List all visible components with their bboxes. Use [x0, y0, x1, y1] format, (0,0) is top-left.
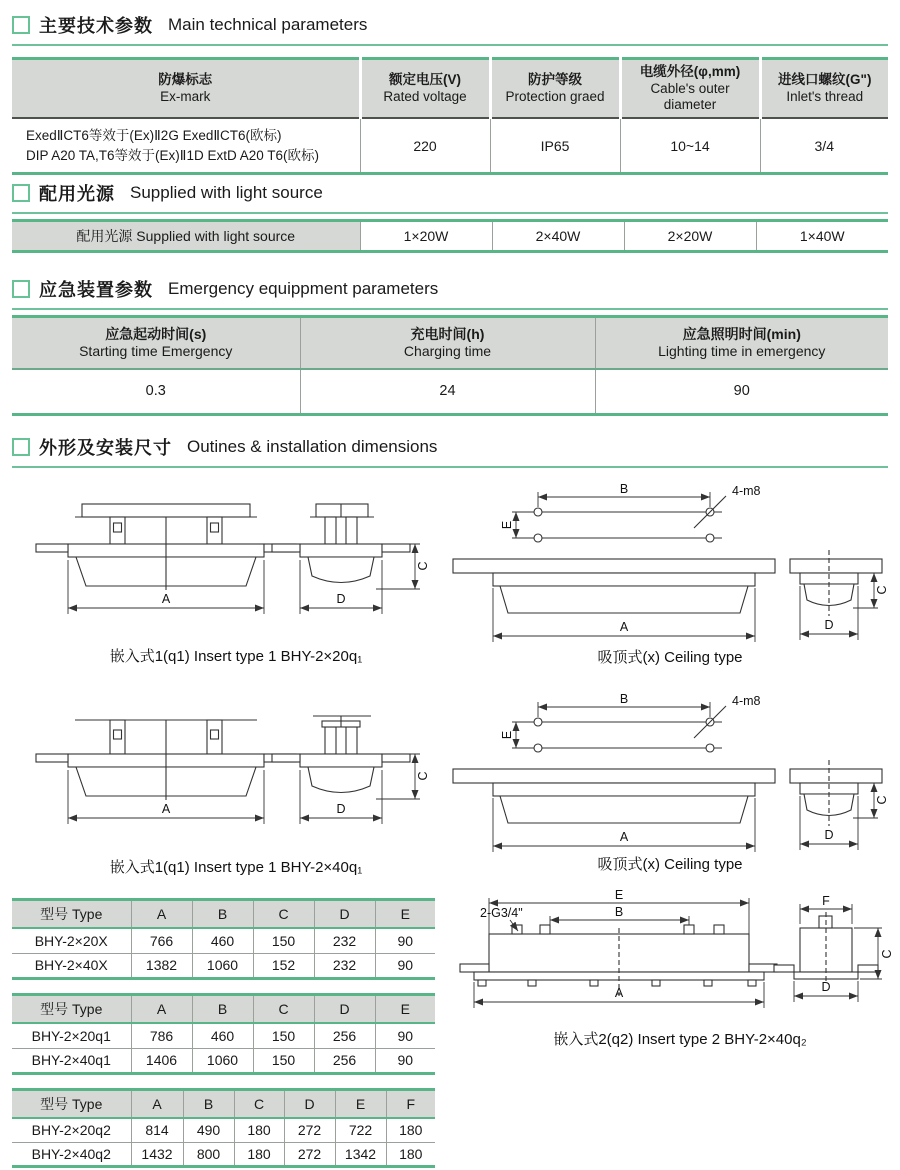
ceiling-type-drawing-2	[438, 692, 890, 864]
section-divider	[12, 212, 888, 214]
dim-label-a: A	[161, 592, 171, 606]
section-title-cn: 外形及安装尺寸	[39, 438, 172, 458]
section-bullet-icon	[12, 184, 30, 202]
front-view	[36, 504, 296, 590]
cell-cable-diameter: 10~14	[620, 118, 760, 173]
callout-2-g34: 2-G3/4"	[480, 906, 523, 920]
emergency-data-row	[12, 369, 888, 415]
header-type: 型号 Type	[12, 1090, 131, 1119]
table-row	[12, 1023, 435, 1048]
cell-a: 1382	[131, 953, 192, 978]
header-a: A	[131, 1090, 183, 1119]
dim-table1-header	[12, 900, 435, 929]
section-bullet-icon	[12, 438, 30, 456]
side-view	[790, 550, 882, 616]
cell-e: 90	[375, 1023, 435, 1048]
cell-d: 232	[314, 953, 375, 978]
cell-b: 800	[183, 1142, 234, 1166]
light-source-label: 配用光源 Supplied with light source	[12, 221, 360, 252]
cell-e: 722	[335, 1118, 386, 1142]
dim-label-c: C	[416, 561, 430, 571]
front-view	[36, 720, 296, 800]
header-a: A	[131, 995, 192, 1024]
header-b: B	[183, 1090, 234, 1119]
cell-f: 180	[386, 1142, 435, 1166]
header-ex-mark: 防爆标志 Ex-mark	[12, 59, 360, 119]
insert-type1-40-drawing	[30, 702, 430, 854]
header-d: D	[284, 1090, 335, 1119]
dim-label-a: A	[614, 986, 624, 1000]
cell-a: 786	[131, 1023, 192, 1048]
header-type: 型号 Type	[12, 900, 131, 929]
main-table-data-row	[12, 118, 888, 173]
dim-label-a: A	[619, 830, 629, 844]
table-row	[12, 1048, 435, 1073]
light-source-value-1: 1×20W	[360, 221, 492, 252]
cell-d: 256	[314, 1048, 375, 1073]
ex-mark-line2: DIP A20 TA,T6等效于(Ex)Ⅱ1D ExtD A20 T6(欧标)	[26, 147, 319, 163]
caption-insert2-40: 嵌入式2(q2) Insert type 2 BHY-2×40q₂	[553, 1031, 807, 1048]
cell-e: 1342	[335, 1142, 386, 1166]
header-a: A	[131, 900, 192, 929]
light-source-value-2: 2×40W	[492, 221, 624, 252]
dim-label-a: A	[619, 620, 629, 634]
cell-b: 1060	[192, 1048, 253, 1073]
dim-label-d: D	[336, 592, 346, 606]
dim-label-c: C	[875, 795, 889, 805]
section-title-en: Main technical parameters	[168, 15, 368, 34]
cell-model: BHY-2×40q1	[12, 1048, 131, 1073]
header-type: 型号 Type	[12, 995, 131, 1024]
section-title-cn: 应急装置参数	[39, 280, 153, 300]
ex-mark-line1: ExedⅡCT6等效于(Ex)Ⅱ2G ExedⅡCT6(欧标)	[26, 127, 282, 143]
light-source-table	[12, 219, 888, 253]
cell-charging-time: 24	[300, 369, 595, 415]
cell-ex-mark	[12, 118, 360, 173]
section-divider	[12, 44, 888, 46]
caption-insert1-40: 嵌入式1(q1) Insert type 1 BHY-2×40q₁	[109, 859, 363, 876]
header-b: B	[192, 900, 253, 929]
cell-e: 90	[375, 1048, 435, 1073]
cell-b: 490	[183, 1118, 234, 1142]
section-bullet-icon	[12, 16, 30, 34]
section-title-en: Outines & installation dimensions	[187, 437, 438, 456]
cell-c: 180	[234, 1118, 284, 1142]
dim-label-b: B	[619, 482, 629, 496]
caption-insert1-20: 嵌入式1(q1) Insert type 1 BHY-2×20q₁	[109, 648, 363, 665]
cell-starting-time: 0.3	[145, 383, 166, 400]
cell-d: 232	[314, 928, 375, 953]
main-parameters-table	[12, 57, 888, 175]
dim-label-c: C	[880, 949, 894, 959]
header-e: E	[375, 995, 435, 1024]
header-c: C	[253, 900, 314, 929]
cell-c: 152	[253, 953, 314, 978]
table-row	[12, 928, 435, 953]
cell-b: 460	[192, 928, 253, 953]
light-source-value-3: 2×20W	[624, 221, 756, 252]
cell-model: BHY-2×40X	[12, 953, 131, 978]
cell-model: BHY-2×20q2	[31, 1122, 111, 1139]
cell-c: 180	[234, 1142, 284, 1166]
section-light-source	[12, 180, 888, 214]
cell-a: 766	[131, 928, 192, 953]
header-e: E	[375, 900, 435, 929]
dimension-table-x	[12, 898, 435, 980]
header-lighting-time: 应急照明时间(min) Lighting time in emergency	[595, 317, 888, 369]
cell-protection: IP65	[490, 118, 620, 173]
section-title-en: Supplied with light source	[130, 183, 323, 202]
emergency-header-row	[12, 317, 888, 369]
section-title-cn: 主要技术参数	[39, 16, 153, 36]
dim-table3-header	[12, 1090, 435, 1119]
header-starting-time: 应急起动时间(s) Starting time Emergency	[12, 317, 300, 369]
light-source-value-4: 1×40W	[756, 221, 888, 252]
cell-c: 150	[253, 1023, 314, 1048]
main-table-header-row	[12, 59, 888, 119]
section-bullet-icon	[12, 280, 30, 298]
cell-a: 814	[131, 1118, 183, 1142]
mounting-holes-view	[526, 496, 726, 542]
callout-4-m8: 4-m8	[732, 694, 761, 708]
dim-label-d: D	[824, 828, 834, 842]
insert-type2-drawing	[442, 890, 892, 1030]
cell-lighting-time: 90	[595, 369, 888, 415]
section-title-cn: 配用光源	[39, 184, 115, 204]
cell-d: 272	[284, 1142, 335, 1166]
side-view	[774, 912, 878, 984]
callout-4-m8: 4-m8	[732, 484, 761, 498]
section-dimensions	[12, 434, 888, 468]
cell-inlet-thread: 3/4	[760, 118, 888, 173]
dim-label-c: C	[416, 771, 430, 781]
section-title-en: Emergency equippment parameters	[168, 279, 439, 298]
header-c: C	[253, 995, 314, 1024]
dim-table2-header	[12, 995, 435, 1024]
dimension-table-q2	[12, 1088, 435, 1168]
cell-e: 90	[375, 953, 435, 978]
cell-model: BHY-2×20X	[34, 932, 108, 949]
dim-B-E	[512, 492, 710, 538]
dim-label-a: A	[161, 802, 171, 816]
cell-e: 90	[375, 928, 435, 953]
cell-b: 460	[192, 1023, 253, 1048]
section-emergency	[12, 276, 888, 310]
cell-rated-voltage: 220	[360, 118, 490, 173]
dimension-table-q1	[12, 993, 435, 1075]
cell-b: 1060	[192, 953, 253, 978]
emergency-table	[12, 315, 888, 416]
ceiling-type-drawing-1	[438, 482, 890, 654]
cell-a: 1432	[131, 1142, 183, 1166]
cell-d: 272	[284, 1118, 335, 1142]
header-e: E	[335, 1090, 386, 1119]
header-d: D	[314, 900, 375, 929]
cell-a: 1406	[131, 1048, 192, 1073]
side-view	[790, 760, 882, 826]
caption-ceiling-1: 吸顶式(x) Ceiling type	[597, 649, 743, 666]
header-protection-grade: 防护等级 Protection graed	[490, 59, 620, 119]
header-c: C	[234, 1090, 284, 1119]
dim-B-E	[512, 702, 710, 748]
cell-f: 180	[386, 1118, 435, 1142]
dim-label-c: C	[875, 585, 889, 595]
dim-label-e: E	[500, 520, 514, 530]
table-row	[12, 1118, 435, 1142]
front-view	[453, 559, 775, 613]
cell-model: BHY-2×20q1	[31, 1027, 111, 1044]
section-main-parameters	[12, 12, 888, 46]
cell-c: 150	[253, 928, 314, 953]
mounting-holes-view	[526, 706, 726, 752]
header-f: F	[386, 1090, 435, 1119]
section-divider	[12, 466, 888, 468]
header-rated-voltage: 额定电压(V) Rated voltage	[360, 59, 490, 119]
dim-label-d: D	[824, 618, 834, 632]
dim-label-e: E	[500, 730, 514, 740]
header-b: B	[192, 995, 253, 1024]
section-divider	[12, 308, 888, 310]
header-inlet-thread: 进线口螺纹(G") Inlet's thread	[760, 59, 888, 119]
table-row	[12, 1142, 435, 1166]
side-view	[272, 504, 410, 583]
light-source-row	[12, 221, 888, 252]
header-d: D	[314, 995, 375, 1024]
dim-label-f: F	[822, 894, 830, 908]
insert-type1-20-drawing	[30, 492, 430, 644]
cell-d: 256	[314, 1023, 375, 1048]
dim-label-d: D	[336, 802, 346, 816]
dim-label-b: B	[619, 692, 629, 706]
dim-label-e: E	[614, 888, 624, 902]
front-view	[453, 769, 775, 823]
caption-ceiling-2: 吸顶式(x) Ceiling type	[597, 856, 743, 873]
header-cable-diameter: 电缆外径(φ,mm) Cable's outer diameter	[620, 59, 760, 119]
table-row	[12, 953, 435, 978]
dim-label-d: D	[821, 980, 831, 994]
header-charging-time: 充电时间(h) Charging time	[300, 317, 595, 369]
dim-label-b: B	[614, 905, 624, 919]
cell-c: 150	[253, 1048, 314, 1073]
cell-model: BHY-2×40q2	[12, 1142, 131, 1166]
